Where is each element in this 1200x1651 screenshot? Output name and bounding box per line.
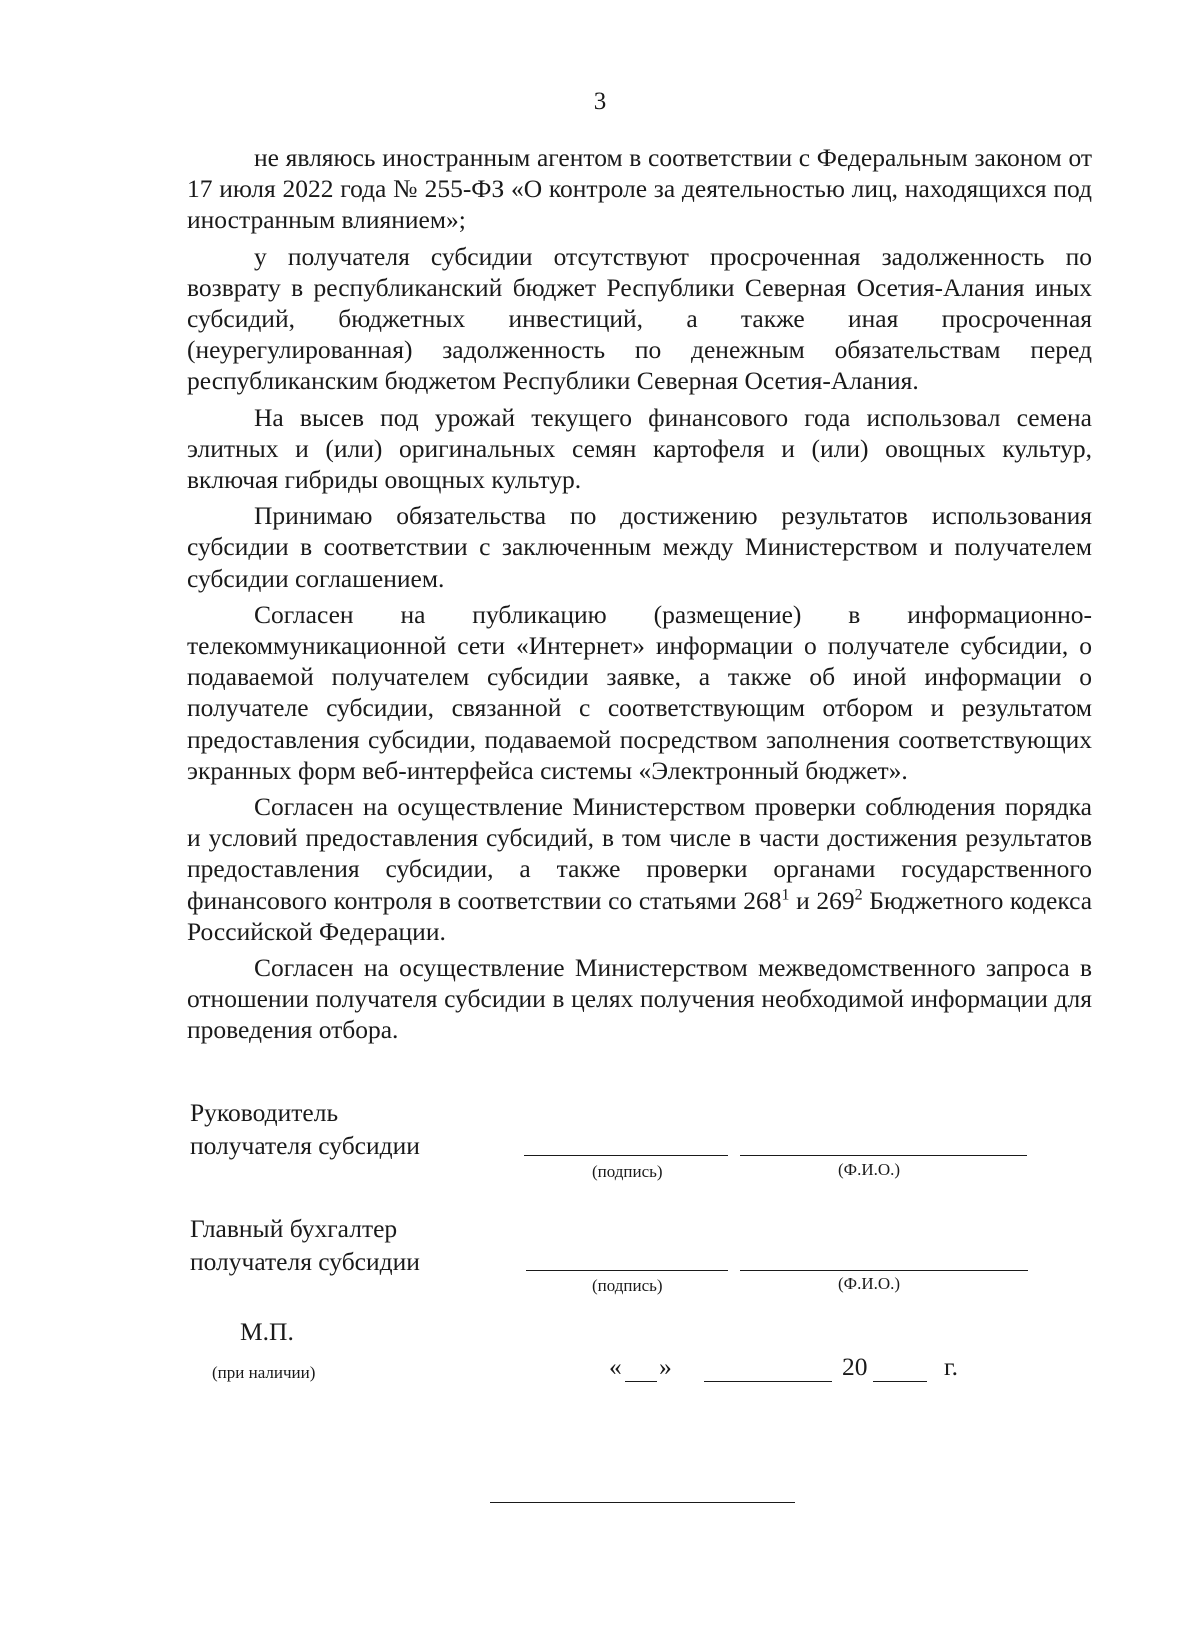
- head-label-line1: Руководитель: [190, 1098, 339, 1127]
- accountant-label-line1: Главный бухгалтер: [190, 1214, 398, 1243]
- head-name-line[interactable]: [740, 1155, 1027, 1156]
- date-close-quote: »: [659, 1352, 672, 1381]
- stamp-label: М.П.: [240, 1317, 294, 1346]
- document-body: [187, 142, 1092, 1051]
- paragraph-interagency-request: Согласен на осуществление Министерством межведомственного запроса в отношении получателя субсидии в целях получения необходимой информации для проведения отбора.: [187, 953, 1092, 1045]
- date-field: [609, 1350, 969, 1384]
- paragraph-debt: у получателя субсидии отсутствуют просроченная задолженность по возврату в республиканский бюджет Республики Северная Осетия-Алания иных субсидий, бюджетных инвестиций, а также иная просроченная (неурегулированная) задолженность по денежным обязательствам перед республиканским бюджетом Республики Северная Осетия-Алания.: [187, 241, 1092, 396]
- date-year-suffix: г.: [944, 1352, 958, 1381]
- accountant-name-line[interactable]: [740, 1270, 1028, 1271]
- article-269: 269: [816, 885, 855, 915]
- head-label-line2: получателя субсидии: [190, 1131, 420, 1160]
- paragraph-foreign-agent: не являюсь иностранным агентом в соответствии с Федеральным законом от 17 июля 2022 года № 255-ФЗ «О контроле за деятельностью лиц, находящихся под иностранным влиянием»;: [187, 143, 1092, 235]
- date-month-line[interactable]: [704, 1381, 832, 1382]
- date-year-prefix: 20: [842, 1352, 868, 1381]
- conjunction-and: и: [796, 885, 810, 915]
- head-signature-line[interactable]: [524, 1155, 728, 1156]
- accountant-label-line2: получателя субсидии: [190, 1247, 420, 1276]
- page-number: 3: [593, 88, 607, 115]
- date-year-line[interactable]: [873, 1381, 927, 1382]
- stamp-note: (при наличии): [212, 1363, 316, 1382]
- paragraph-obligations: Принимаю обязательства по достижению результатов использования субсидии в соответствии с заключенным между Министерством и получателем субсидии соглашением.: [187, 501, 1092, 593]
- accountant-signature-caption: (подпись): [592, 1276, 663, 1295]
- head-signature-caption: (подпись): [592, 1162, 663, 1181]
- paragraph-seeds: На высев под урожай текущего финансового года использовал семена элитных и (или) оригинальных семян картофеля и (или) овощных культур, включая гибриды овощных культур.: [187, 402, 1092, 495]
- paragraph-inspection-consent: [187, 791, 1092, 947]
- article-268-superscript: 1: [781, 886, 790, 904]
- accountant-signature-line[interactable]: [526, 1270, 728, 1271]
- end-of-document-line: [490, 1502, 795, 1503]
- article-269-superscript: 2: [854, 886, 863, 904]
- paragraph-publication-consent: Согласен на публикацию (размещение) в информационно-телекоммуникационной сети «Интернет» информации о получателе субсидии, о подаваемой получателем субсидии заявке, а также об иной информации о получателе субсидии, связанной с соответствующим отбором и результатом предоставления субсидии, подаваемой посредством заполнения соответствующих экранных форм веб-интерфейса системы «Электронный бюджет».: [187, 599, 1092, 785]
- paragraph-inspection-tail: Бюджетного кодекса Российской Федерации.: [187, 885, 1093, 946]
- date-day-line[interactable]: [625, 1381, 657, 1382]
- head-name-caption: (Ф.И.О.): [838, 1160, 901, 1179]
- paragraph-inspection-text: Согласен на осуществление Министерством проверки соблюдения порядка и условий предоставления субсидий, в том числе в части достижения результатов предоставления субсидии, а также проверки органами государственного финансового контроля в соответствии со статьями: [187, 792, 1092, 915]
- date-open-quote: «: [609, 1352, 622, 1381]
- article-268: 268: [743, 885, 782, 915]
- accountant-name-caption: (Ф.И.О.): [838, 1274, 901, 1293]
